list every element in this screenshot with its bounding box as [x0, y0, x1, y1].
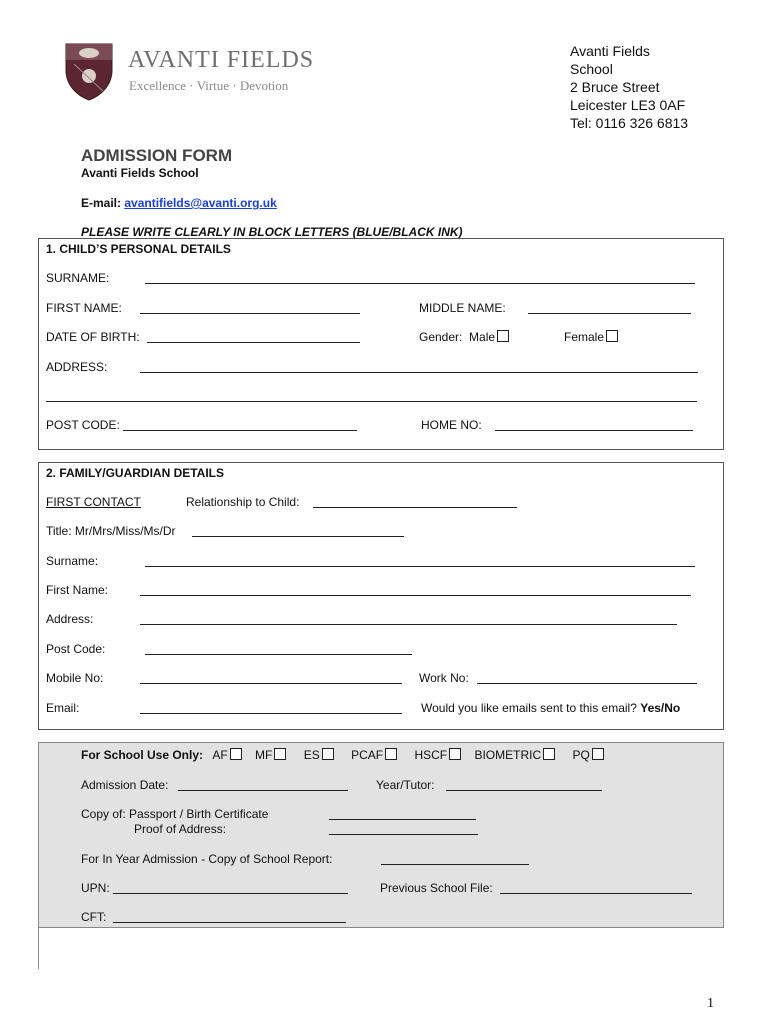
copy-of-field[interactable]: [329, 819, 476, 820]
mobile-field[interactable]: [140, 683, 402, 684]
admission-date-label: Admission Date:: [81, 778, 169, 792]
work-label: Work No:: [419, 671, 469, 685]
pcaf-checkbox[interactable]: [385, 748, 397, 760]
female-checkbox[interactable]: [606, 330, 618, 342]
relationship-field[interactable]: [313, 507, 517, 508]
copy-of-label: Copy of: Passport / Birth Certificate: [81, 807, 269, 821]
check-mf-label: MF: [255, 748, 273, 762]
email-label: E-mail:: [81, 196, 122, 210]
guardian-address-label: Address:: [46, 612, 94, 626]
dob-label: DATE OF BIRTH:: [46, 330, 140, 344]
cft-field[interactable]: [113, 922, 346, 923]
surname-label: SURNAME:: [46, 271, 110, 285]
address-line: 2 Bruce Street: [570, 79, 660, 95]
dob-field[interactable]: [147, 342, 360, 343]
guardian-surname-field[interactable]: [145, 566, 695, 567]
post-code-field[interactable]: [123, 430, 357, 431]
upn-label: UPN:: [81, 881, 110, 895]
title-field[interactable]: [192, 536, 404, 537]
mf-checkbox[interactable]: [274, 748, 286, 760]
address-line: Tel: 0116 326 6813: [570, 115, 689, 131]
post-code-label: POST CODE:: [46, 418, 120, 432]
check-hscf-label: HSCF: [414, 748, 448, 762]
male-checkbox[interactable]: [497, 330, 509, 342]
upn-field[interactable]: [113, 893, 348, 894]
in-year-field[interactable]: [381, 864, 529, 865]
instruction-text: PLEASE WRITE CLEARLY IN BLOCK LETTERS (BLUE/BLACK INK): [81, 225, 463, 239]
address-label: ADDRESS:: [46, 360, 108, 374]
address-field-2[interactable]: [46, 401, 697, 402]
biometric-checkbox[interactable]: [543, 748, 555, 760]
email-row: [81, 196, 277, 210]
first-name-label: FIRST NAME:: [46, 301, 122, 315]
proof-field[interactable]: [329, 834, 478, 835]
female-group: [564, 330, 618, 344]
logo-name: AVANTI FIELDS: [128, 47, 315, 73]
guardian-first-name-label: First Name:: [46, 583, 109, 597]
section-child-details: [38, 238, 724, 450]
address-line: Avanti Fields: [570, 43, 650, 59]
home-no-label: HOME NO:: [421, 418, 482, 432]
female-label: Female: [564, 330, 605, 344]
check-biometric-label: BIOMETRIC: [474, 748, 542, 762]
office-heading: For School Use Only:: [81, 748, 204, 762]
section1-heading: 1. CHILD’S PERSONAL DETAILS: [46, 242, 231, 256]
address-field-1[interactable]: [140, 372, 698, 373]
year-tutor-label: Year/Tutor:: [376, 778, 435, 792]
yes-no-option[interactable]: Yes/No: [640, 701, 681, 715]
guardian-surname-label: Surname:: [46, 554, 99, 568]
address-line: School: [570, 61, 613, 77]
guardian-post-code-field[interactable]: [145, 654, 412, 655]
guardian-post-code-label: Post Code:: [46, 642, 106, 656]
home-no-field[interactable]: [495, 430, 693, 431]
first-contact-label: FIRST CONTACT: [46, 495, 141, 509]
office-panel-left-edge: [38, 927, 39, 969]
email-question-text: Would you like emails sent to this email?: [421, 701, 637, 715]
address-line: Leicester LE3 0AF: [570, 97, 686, 113]
first-name-field[interactable]: [140, 313, 360, 314]
check-pcaf-label: PCAF: [351, 748, 384, 762]
middle-name-label: MIDDLE NAME:: [419, 301, 506, 315]
hscf-checkbox[interactable]: [449, 748, 461, 760]
check-af-label: AF: [212, 748, 228, 762]
male-label: Male: [469, 330, 496, 344]
year-tutor-field[interactable]: [446, 790, 602, 791]
prev-file-field[interactable]: [500, 893, 692, 894]
logo-tagline: Excellence · Virtue · Devotion: [129, 78, 289, 93]
af-checkbox[interactable]: [230, 748, 242, 760]
es-checkbox[interactable]: [322, 748, 334, 760]
gender-group: [419, 330, 509, 344]
admission-date-field[interactable]: [178, 790, 348, 791]
relationship-label: Relationship to Child:: [186, 495, 300, 509]
email-question: [421, 701, 680, 715]
form-title: ADMISSION FORM: [81, 146, 233, 165]
email-link[interactable]: avantifields@avanti.org.uk: [124, 196, 277, 210]
check-pq-label: PQ: [572, 748, 590, 762]
guardian-email-field[interactable]: [140, 713, 402, 714]
office-checks-row: [81, 748, 604, 762]
work-field[interactable]: [477, 683, 697, 684]
title-label: Title: Mr/Mrs/Miss/Ms/Dr: [46, 524, 176, 538]
school-name: Avanti Fields School: [81, 166, 199, 180]
school-address: [570, 42, 688, 132]
guardian-first-name-field[interactable]: [140, 595, 691, 596]
guardian-email-label: Email:: [46, 701, 80, 715]
proof-label: Proof of Address:: [134, 822, 227, 836]
mobile-label: Mobile No:: [46, 671, 104, 685]
page-number: 1: [707, 996, 714, 1011]
gender-label: Gender:: [419, 330, 463, 344]
check-es-label: ES: [303, 748, 320, 762]
prev-file-label: Previous School File:: [380, 881, 493, 895]
school-crest-logo: [64, 42, 114, 102]
surname-field[interactable]: [145, 283, 695, 284]
pq-checkbox[interactable]: [592, 748, 604, 760]
in-year-label: For In Year Admission - Copy of School Report:: [81, 852, 333, 866]
cft-label: CFT:: [81, 910, 107, 924]
middle-name-field[interactable]: [528, 313, 691, 314]
section2-heading: 2. FAMILY/GUARDIAN DETAILS: [46, 466, 225, 480]
guardian-address-field[interactable]: [140, 624, 677, 625]
